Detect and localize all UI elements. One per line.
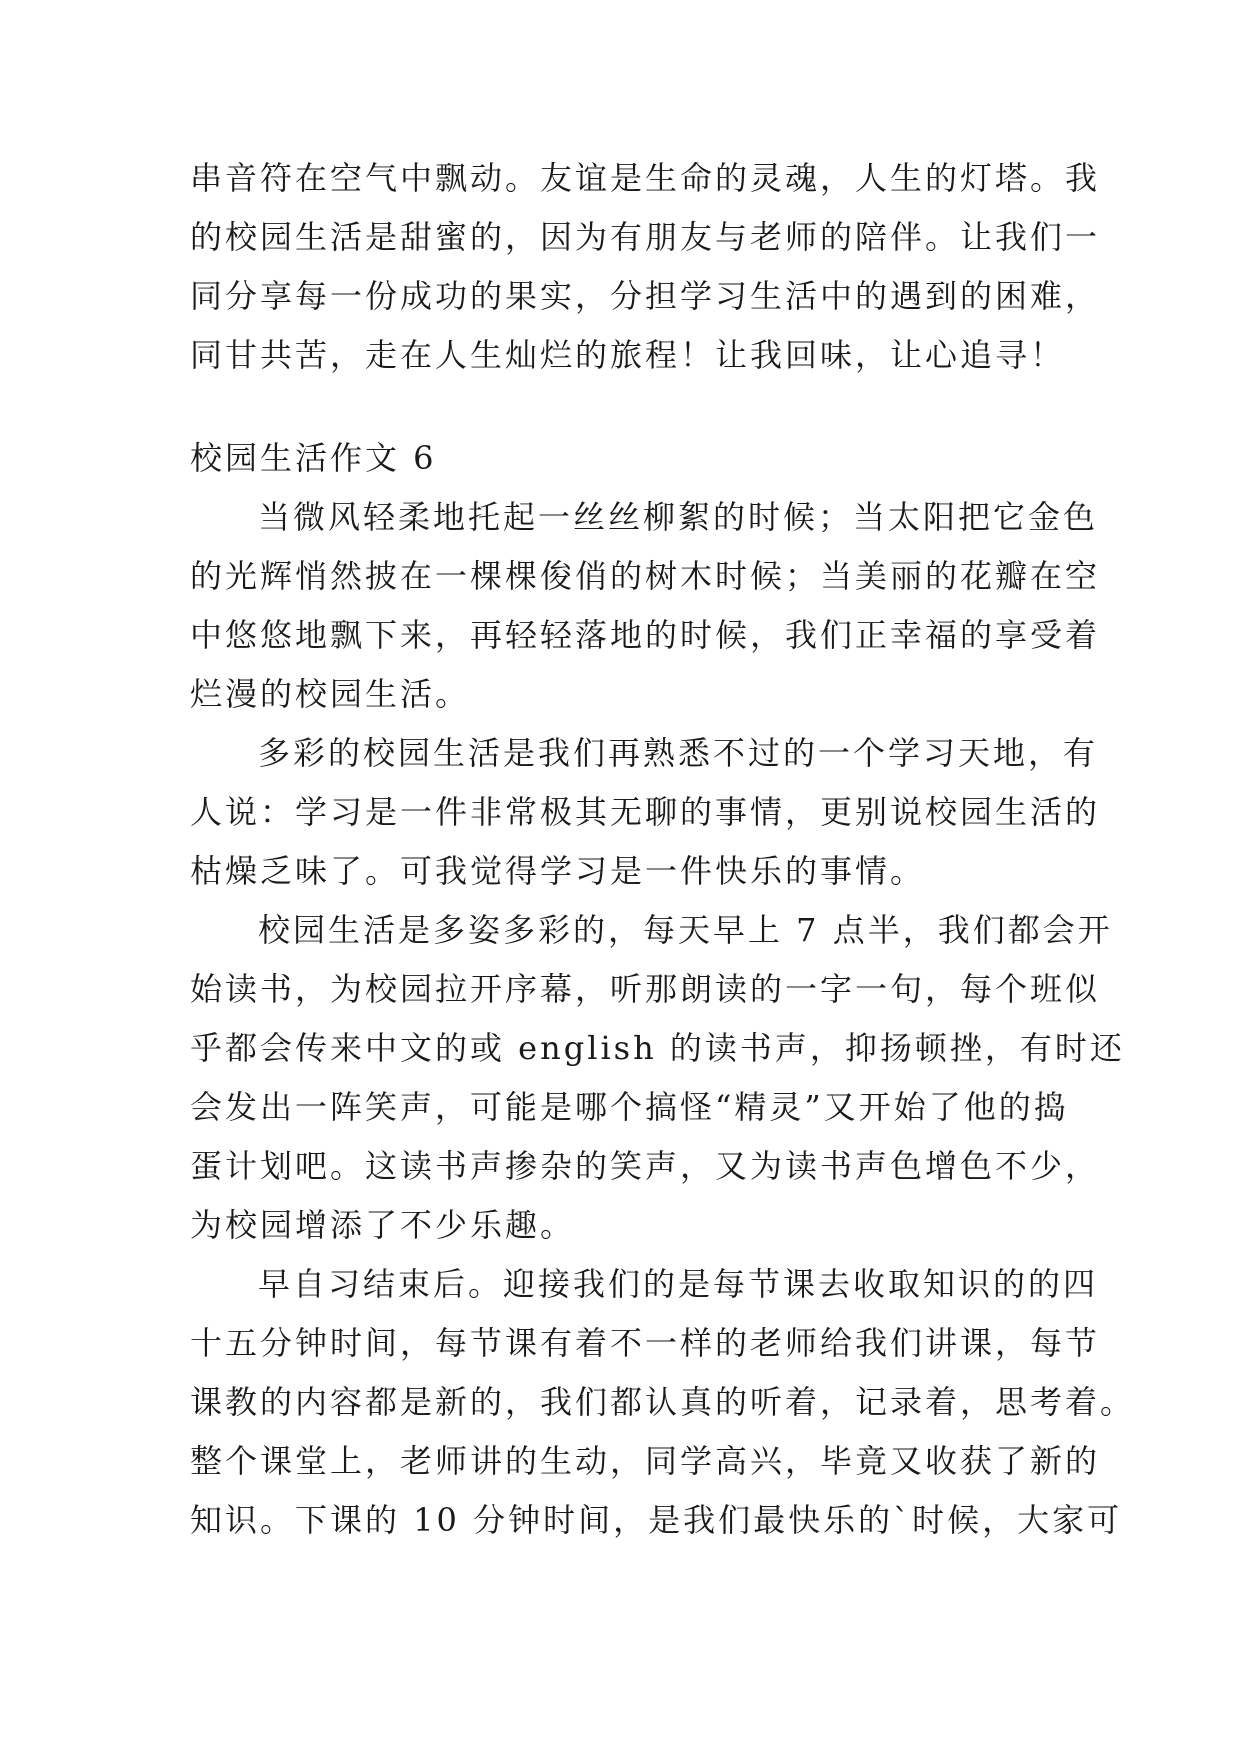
text-line: 整个课堂上，老师讲的生动，同学高兴，毕竟又收获了新的 bbox=[190, 1442, 1101, 1480]
text-line: 的校园生活是甜蜜的，因为有朋友与老师的陪伴。让我们一 bbox=[190, 218, 1101, 256]
paragraph-first-line: 校园生活是多姿多彩的，每天早上 7 点半，我们都会开 bbox=[258, 911, 1113, 949]
paragraph-first-line: 多彩的校园生活是我们再熟悉不过的一个学习天地，有 bbox=[258, 734, 1099, 772]
paragraph-first-line: 早自习结束后。迎接我们的是每节课去收取知识的的四 bbox=[258, 1265, 1099, 1303]
text-line: 中悠悠地飘下来，再轻轻落地的时候，我们正幸福的享受着 bbox=[190, 616, 1101, 654]
text-line: 始读书，为校园拉开序幕，听那朗读的一字一句，每个班似 bbox=[190, 970, 1101, 1008]
text-line: 蛋计划吧。这读书声掺杂的笑声，又为读书声色增色不少， bbox=[190, 1147, 1101, 1185]
section-heading: 校园生活作文 6 bbox=[190, 439, 437, 477]
text-line: 会发出一阵笑声，可能是哪个搞怪“精灵”又开始了他的捣 bbox=[190, 1088, 1069, 1126]
text-line: 课教的内容都是新的，我们都认真的听着，记录着，思考着。 bbox=[190, 1383, 1136, 1421]
text-line: 乎都会传来中文的或 english 的读书声，抑扬顿挫，有时还 bbox=[190, 1029, 1125, 1067]
text-line: 知识。下课的 10 分钟时间，是我们最快乐的`时候，大家可 bbox=[190, 1501, 1123, 1539]
text-line: 为校园增添了不少乐趣。 bbox=[190, 1206, 576, 1244]
text-line: 同分享每一份成功的果实，分担学习生活中的遇到的困难， bbox=[190, 277, 1101, 315]
text-line: 的光辉悄然披在一棵棵俊俏的树木时候；当美丽的花瓣在空 bbox=[190, 557, 1101, 595]
text-line: 烂漫的校园生活。 bbox=[190, 675, 471, 713]
text-line: 同甘共苦，走在人生灿烂的旅程！让我回味，让心追寻！ bbox=[190, 336, 1066, 374]
paragraph-first-line: 当微风轻柔地托起一丝丝柳絮的时候；当太阳把它金色 bbox=[258, 498, 1099, 536]
text-line: 枯燥乏味了。可我觉得学习是一件快乐的事情。 bbox=[190, 852, 926, 890]
text-line: 十五分钟时间，每节课有着不一样的老师给我们讲课，每节 bbox=[190, 1324, 1101, 1362]
text-line: 串音符在空气中飘动。友谊是生命的灵魂，人生的灯塔。我 bbox=[190, 159, 1101, 197]
text-line: 人说：学习是一件非常极其无聊的事情，更别说校园生活的 bbox=[190, 793, 1101, 831]
